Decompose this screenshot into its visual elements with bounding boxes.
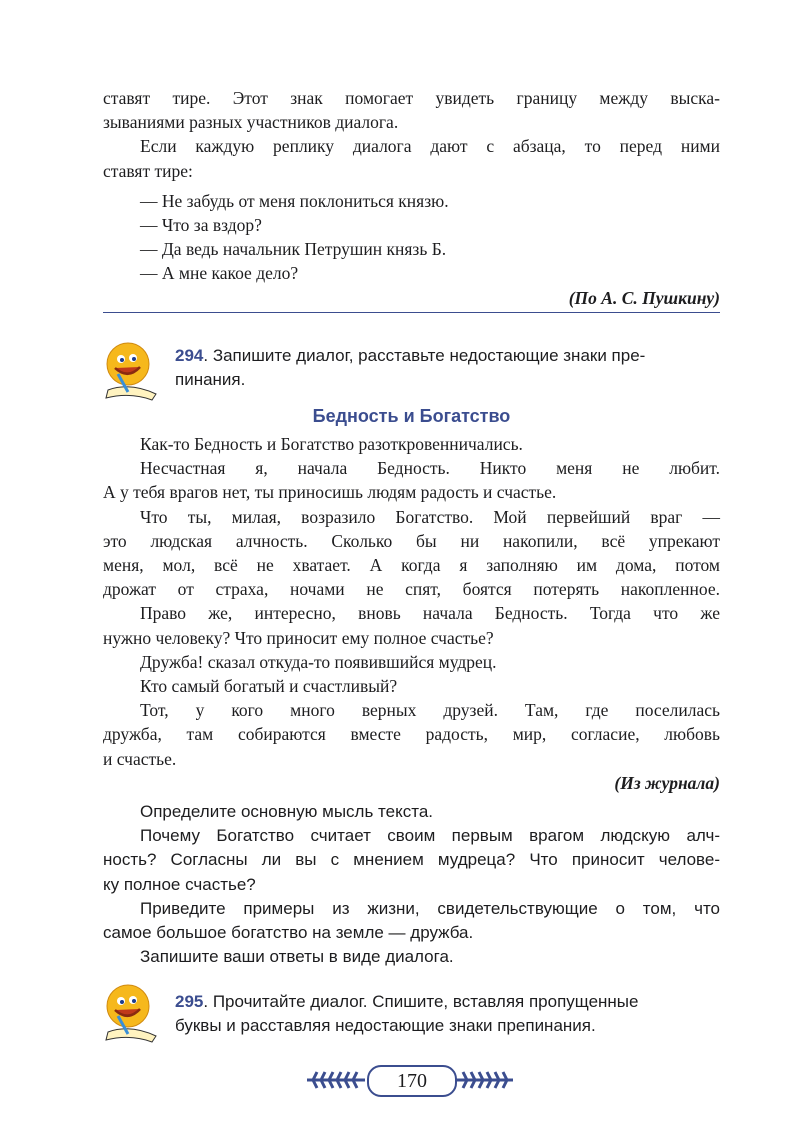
question-line: Определите основную мысль текста. [140,802,434,821]
task-number: 294 [175,346,204,365]
text-line: Несчастная я, начала Бедность. Никто меня не любит. [140,458,720,479]
question-line: Запишите ваши ответы в виде диалога. [140,947,454,967]
page-number: 170 [367,1065,457,1097]
text-line: Если каждую реплику диалога дают с абзаца, то перед ними [140,136,720,157]
task-text: . Прочитайте диалог. Спишите, вставляя пропущенные [203,992,639,1011]
text-line: Дружба! сказал откуда-то появившийся мудрец. [140,651,497,672]
question-line: Приведите примеры из жизни, свидетельствующие о том, что [140,898,720,918]
intro-text [103,86,720,310]
dialog-line: — Не забудь от меня поклониться князю. [140,190,449,211]
task-294 [175,344,720,392]
dialog-line: — А мне какое дело? [140,263,299,284]
question-line: ность? Согласны ли вы с мнением мудреца? Что приносит челове- [103,850,720,870]
text-line: Кто самый богатый и счастливый? [140,676,398,697]
story-title: Бедность и Богатство [312,406,511,426]
page-number-ornament [305,1063,515,1097]
text-line: Что ты, милая, возразило Богатство. Мой первейший враг — [140,506,720,527]
task-text: пинания. [175,370,246,390]
text-line: и счастье. [103,748,177,769]
text-line: дружба, там собираются вместе радость, мир, согласие, любовь [103,724,720,745]
question-line: Почему Богатство считает своим первым врагом людскую алч- [140,826,720,846]
text-line: дрожат от страха, ночами не спят, боятся потерять накопленное. [103,579,720,600]
question-line: самое большое богатство на земле — дружба. [103,923,474,943]
question-line: ку полное счастье? [103,874,256,894]
text-line: это людская алчность. Сколько бы ни накопили, всё упрекают [103,530,720,551]
leaf-ornament-icon [455,1071,513,1089]
text-line: А у тебя врагов нет, ты приносишь людям радость и счастье. [103,482,557,503]
text-line: нужно человеку? Что приносит ему полное счастье? [103,627,494,648]
dialog-line: — Что за вздор? [140,215,262,236]
task-295 [175,990,720,1038]
text-line: ставят тире: [103,160,193,181]
source-citation: (Из журнала) [614,772,720,793]
text-line: Тот, у кого много верных друзей. Там, где поселилась [140,700,720,721]
text-line: меня, мол, всё не хватает. А когда я заполняю им дома, потом [103,555,720,576]
leaf-ornament-icon [307,1071,365,1089]
questions [103,800,720,969]
text-line: Право же, интересно, вновь начала Бедность. Тогда что же [140,603,720,624]
dialog-line: — Да ведь начальник Петрушин князь Б. [140,239,447,260]
smiley-writing-icon [100,340,162,402]
task-number: 295 [175,992,204,1011]
task-text: буквы и расставляя недостающие знаки препинания. [175,1016,596,1036]
text-line: ставят тире. Этот знак помогает увидеть границу между выска- [103,88,720,108]
source-citation: (По А. С. Пушкину) [568,287,720,308]
divider [103,312,720,313]
task-text: . Запишите диалог, расставьте недостающие знаки пре- [203,346,646,365]
story-text [103,432,720,795]
smiley-writing-icon [100,982,162,1044]
text-line: зываниями разных участников диалога. [103,112,399,133]
text-line: Как-то Бедность и Богатство разоткровенничались. [140,434,523,454]
